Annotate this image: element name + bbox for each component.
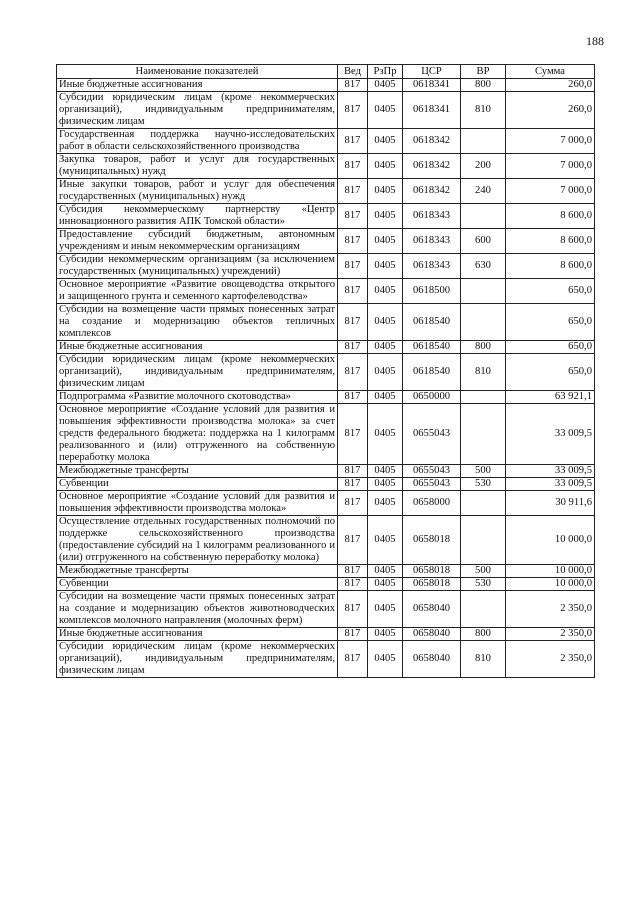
row-vr: 530: [461, 478, 506, 491]
row-rzpr: 0405: [368, 154, 403, 179]
row-csr: 0618342: [403, 129, 461, 154]
table-row: [57, 478, 595, 491]
row-rzpr: 0405: [368, 229, 403, 254]
row-ved: 817: [338, 341, 368, 354]
row-ved: 817: [338, 129, 368, 154]
row-sum: 260,0: [506, 79, 595, 92]
row-csr: 0658018: [403, 578, 461, 591]
row-ved: 817: [338, 279, 368, 304]
row-name: Субвенции: [57, 478, 338, 491]
row-rzpr: 0405: [368, 404, 403, 465]
row-vr: 810: [461, 641, 506, 678]
row-sum: 650,0: [506, 279, 595, 304]
row-csr: 0618341: [403, 92, 461, 129]
row-vr: 800: [461, 341, 506, 354]
row-sum: 8 600,0: [506, 254, 595, 279]
row-name: Основное мероприятие «Создание условий для развития и повышения эффективности производства молока» за счет средств федерального бюджета: поддержка на 1 килограмм реализованного и (или) отгруженного на собственную переработку молока: [57, 404, 338, 465]
row-vr: 500: [461, 465, 506, 478]
table-row: [57, 516, 595, 565]
row-ved: 817: [338, 478, 368, 491]
row-sum: 2 350,0: [506, 591, 595, 628]
row-sum: 63 921,1: [506, 391, 595, 404]
row-sum: 33 009,5: [506, 465, 595, 478]
row-name: Субсидии юридическим лицам (кроме некоммерческих организаций), индивидуальным предпринимателям, физическим лицам: [57, 354, 338, 391]
row-ved: 817: [338, 391, 368, 404]
row-sum: 8 600,0: [506, 229, 595, 254]
table-row: [57, 491, 595, 516]
row-csr: 0658040: [403, 641, 461, 678]
row-rzpr: 0405: [368, 129, 403, 154]
row-ved: 817: [338, 404, 368, 465]
page-number: 188: [586, 34, 604, 48]
row-vr: 810: [461, 92, 506, 129]
table-row: [57, 204, 595, 229]
row-name: Основное мероприятие «Создание условий для развития и повышения эффективности производства молока»: [57, 491, 338, 516]
row-csr: 0618343: [403, 229, 461, 254]
table-row: [57, 154, 595, 179]
row-vr: [461, 591, 506, 628]
row-ved: 817: [338, 578, 368, 591]
table-row: [57, 254, 595, 279]
row-vr: [461, 391, 506, 404]
row-csr: 0618343: [403, 254, 461, 279]
row-vr: [461, 516, 506, 565]
row-sum: 10 000,0: [506, 516, 595, 565]
row-sum: 8 600,0: [506, 204, 595, 229]
row-name: Иные бюджетные ассигнования: [57, 79, 338, 92]
row-sum: 650,0: [506, 354, 595, 391]
row-sum: 10 000,0: [506, 578, 595, 591]
row-vr: 810: [461, 354, 506, 391]
row-sum: 33 009,5: [506, 478, 595, 491]
row-csr: 0655043: [403, 478, 461, 491]
row-sum: 7 000,0: [506, 129, 595, 154]
row-name: Субвенции: [57, 578, 338, 591]
row-rzpr: 0405: [368, 304, 403, 341]
row-rzpr: 0405: [368, 491, 403, 516]
row-csr: 0618540: [403, 304, 461, 341]
header-csr: ЦСР: [403, 65, 461, 79]
row-name: Субсидии некоммерческим организациям (за исключением государственных (муниципальных) учреждений): [57, 254, 338, 279]
row-vr: [461, 404, 506, 465]
table-row: [57, 341, 595, 354]
row-rzpr: 0405: [368, 254, 403, 279]
table-row: [57, 565, 595, 578]
row-csr: 0618343: [403, 204, 461, 229]
table-row: [57, 404, 595, 465]
row-ved: 817: [338, 565, 368, 578]
row-rzpr: 0405: [368, 478, 403, 491]
row-vr: 800: [461, 79, 506, 92]
row-csr: 0658000: [403, 491, 461, 516]
table-row: [57, 465, 595, 478]
row-ved: 817: [338, 641, 368, 678]
row-csr: 0658018: [403, 565, 461, 578]
row-ved: 817: [338, 254, 368, 279]
row-vr: 500: [461, 565, 506, 578]
row-name: Подпрограмма «Развитие молочного скотоводства»: [57, 391, 338, 404]
row-sum: 7 000,0: [506, 179, 595, 204]
row-name: Основное мероприятие «Развитие овощеводства открытого и защищенного грунта и семенного картофелеводства»: [57, 279, 338, 304]
row-csr: 0658040: [403, 591, 461, 628]
row-vr: 530: [461, 578, 506, 591]
row-ved: 817: [338, 154, 368, 179]
row-name: Субсидия некоммерческому партнерству «Центр инновационного развития АПК Томской области»: [57, 204, 338, 229]
row-rzpr: 0405: [368, 341, 403, 354]
row-csr: 0618500: [403, 279, 461, 304]
row-rzpr: 0405: [368, 92, 403, 129]
row-vr: [461, 304, 506, 341]
row-csr: 0618342: [403, 179, 461, 204]
table-row: [57, 79, 595, 92]
table-row: [57, 641, 595, 678]
row-rzpr: 0405: [368, 204, 403, 229]
row-rzpr: 0405: [368, 465, 403, 478]
row-rzpr: 0405: [368, 391, 403, 404]
row-ved: 817: [338, 491, 368, 516]
row-csr: 0655043: [403, 404, 461, 465]
row-vr: 630: [461, 254, 506, 279]
row-name: Субсидии юридическим лицам (кроме некоммерческих организаций), индивидуальным предпринимателям, физическим лицам: [57, 641, 338, 678]
row-sum: 2 350,0: [506, 628, 595, 641]
table-row: [57, 229, 595, 254]
row-rzpr: 0405: [368, 516, 403, 565]
row-vr: 240: [461, 179, 506, 204]
row-ved: 817: [338, 354, 368, 391]
row-rzpr: 0405: [368, 628, 403, 641]
table-row: [57, 578, 595, 591]
header-ved: Вед: [338, 65, 368, 79]
row-csr: 0618540: [403, 341, 461, 354]
header-name: Наименование показателей: [57, 65, 338, 79]
row-rzpr: 0405: [368, 179, 403, 204]
row-name: Закупка товаров, работ и услуг для государственных (муниципальных) нужд: [57, 154, 338, 179]
budget-table: [56, 64, 595, 678]
row-name: Межбюджетные трансферты: [57, 565, 338, 578]
row-sum: 33 009,5: [506, 404, 595, 465]
header-rzpr: РзПр: [368, 65, 403, 79]
table-row: [57, 92, 595, 129]
row-csr: 0650000: [403, 391, 461, 404]
row-sum: 650,0: [506, 341, 595, 354]
table-body: [57, 79, 595, 678]
row-vr: [461, 129, 506, 154]
row-sum: 2 350,0: [506, 641, 595, 678]
row-ved: 817: [338, 79, 368, 92]
table-row: [57, 129, 595, 154]
row-rzpr: 0405: [368, 565, 403, 578]
row-name: Субсидии на возмещение части прямых понесенных затрат на создание и модернизацию объектов тепличных комплексов: [57, 304, 338, 341]
row-ved: 817: [338, 516, 368, 565]
row-sum: 650,0: [506, 304, 595, 341]
row-name: Межбюджетные трансферты: [57, 465, 338, 478]
table-row: [57, 354, 595, 391]
table-row: [57, 591, 595, 628]
row-ved: 817: [338, 204, 368, 229]
row-name: Иные бюджетные ассигнования: [57, 628, 338, 641]
row-vr: [461, 491, 506, 516]
row-ved: 817: [338, 304, 368, 341]
table-row: [57, 391, 595, 404]
table-row: [57, 179, 595, 204]
row-name: Иные закупки товаров, работ и услуг для обеспечения государственных (муниципальных) нужд: [57, 179, 338, 204]
row-vr: 800: [461, 628, 506, 641]
row-ved: 817: [338, 591, 368, 628]
row-name: Предоставление субсидий бюджетным, автономным учреждениям и иным некоммерческим организациям: [57, 229, 338, 254]
row-rzpr: 0405: [368, 279, 403, 304]
row-csr: 0658040: [403, 628, 461, 641]
header-sum: Сумма: [506, 65, 595, 79]
row-vr: [461, 279, 506, 304]
row-name: Субсидии юридическим лицам (кроме некоммерческих организаций), индивидуальным предпринимателям, физическим лицам: [57, 92, 338, 129]
row-name: Субсидии на возмещение части прямых понесенных затрат на создание и модернизацию объектов животноводческих комплексов молочного направления (молочных ферм): [57, 591, 338, 628]
row-ved: 817: [338, 179, 368, 204]
row-sum: 260,0: [506, 92, 595, 129]
table-row: [57, 304, 595, 341]
row-rzpr: 0405: [368, 354, 403, 391]
row-ved: 817: [338, 92, 368, 129]
row-rzpr: 0405: [368, 578, 403, 591]
row-vr: 600: [461, 229, 506, 254]
row-csr: 0618540: [403, 354, 461, 391]
table-row: [57, 279, 595, 304]
row-ved: 817: [338, 465, 368, 478]
row-rzpr: 0405: [368, 79, 403, 92]
row-name: Иные бюджетные ассигнования: [57, 341, 338, 354]
header-vr: ВР: [461, 65, 506, 79]
table-row: [57, 628, 595, 641]
row-vr: 200: [461, 154, 506, 179]
row-csr: 0655043: [403, 465, 461, 478]
row-sum: 10 000,0: [506, 565, 595, 578]
row-csr: 0618342: [403, 154, 461, 179]
row-rzpr: 0405: [368, 591, 403, 628]
row-csr: 0618341: [403, 79, 461, 92]
row-sum: 7 000,0: [506, 154, 595, 179]
row-vr: [461, 204, 506, 229]
table-header-row: [57, 65, 595, 79]
row-ved: 817: [338, 229, 368, 254]
row-rzpr: 0405: [368, 641, 403, 678]
row-sum: 30 911,6: [506, 491, 595, 516]
row-csr: 0658018: [403, 516, 461, 565]
row-ved: 817: [338, 628, 368, 641]
row-name: Государственная поддержка научно-исследовательских работ в области сельскохозяйственного производства: [57, 129, 338, 154]
row-name: Осуществление отдельных государственных полномочий по поддержке сельскохозяйственного производства (предоставление субсидий на 1 килограмм реализованного и (или) отгруженного на собственную переработку молока): [57, 516, 338, 565]
